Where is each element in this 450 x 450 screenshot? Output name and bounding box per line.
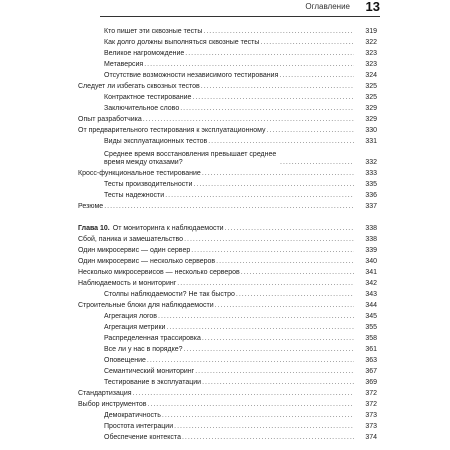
- toc-entry: [0, 190, 450, 200]
- toc-entry-title-line: [78, 267, 354, 277]
- toc-entry-title: Контрактное тестирование: [104, 94, 192, 101]
- toc-entry-title: Демократичность: [104, 412, 161, 419]
- toc-entry-title-line: [104, 289, 354, 299]
- toc-entry: [0, 333, 450, 343]
- toc-entry-title-line: [78, 223, 354, 233]
- toc-entry: [0, 26, 450, 36]
- toc-entry-page: 374: [365, 434, 377, 441]
- toc-dot-leader: [184, 236, 354, 244]
- toc-entry: [0, 322, 450, 332]
- toc-entry-title-line: [104, 190, 354, 200]
- toc-entry: [0, 48, 450, 58]
- toc-entry: [0, 410, 450, 420]
- toc-entry: [0, 289, 450, 299]
- toc-chapter-label: Глава 10.: [78, 225, 110, 232]
- toc-entry: [0, 147, 450, 167]
- running-header: [100, 0, 380, 17]
- toc-dot-leader: [143, 116, 354, 124]
- toc-entry-title: Кросс-функциональное тестирование: [78, 170, 201, 177]
- toc-entry-title: Опыт разработчика: [78, 116, 142, 123]
- toc-entry-title: Агрегация метрики: [104, 324, 166, 331]
- toc-entry: [0, 136, 450, 146]
- toc-entry-page: 361: [365, 346, 377, 353]
- toc-entry-page: 345: [365, 313, 377, 320]
- toc-entry-title-line: [104, 355, 354, 365]
- toc-entry-title: Столпы наблюдаемости? Не так быстро: [104, 291, 235, 298]
- toc-entry-title: Тесты надежности: [104, 192, 165, 199]
- toc-dot-leader: [216, 258, 354, 266]
- toc-entry-title: Один микросервис — один сервер: [78, 247, 191, 254]
- toc-entry-page: 373: [365, 423, 377, 430]
- toc-dot-leader: [201, 83, 354, 91]
- toc-entry-page: 358: [365, 335, 377, 342]
- toc-entry: [0, 59, 450, 69]
- toc-entry-title-line: [104, 410, 354, 420]
- toc-entry: [0, 432, 450, 442]
- toc-entry-title: Наблюдаемость и мониторинг: [78, 280, 177, 287]
- toc-entry-title-line: [104, 92, 354, 102]
- toc-entry-title-line: [104, 421, 354, 431]
- toc-entry-title-line: [104, 377, 354, 387]
- toc-entry-title-line: [104, 70, 354, 80]
- toc-entry-title: Метаверсия: [104, 61, 144, 68]
- toc-dot-leader: [184, 346, 354, 354]
- toc-entry: [0, 366, 450, 376]
- toc-dot-leader: [147, 401, 354, 409]
- toc-dot-leader: [174, 423, 354, 431]
- toc-dot-leader: [191, 247, 354, 255]
- toc-entry-title-line: [104, 333, 354, 343]
- toc-dot-leader: [180, 105, 354, 113]
- toc-dot-leader: [104, 203, 354, 211]
- toc-entry: [0, 256, 450, 266]
- toc-dot-leader: [203, 28, 354, 36]
- toc-entry-title-line: [104, 48, 354, 58]
- toc-dot-leader: [279, 72, 354, 80]
- toc-entry-page: 319: [365, 28, 377, 35]
- toc-entry-title: Распределенная трассировка: [104, 335, 201, 342]
- toc-entry-page: 355: [365, 324, 377, 331]
- toc-entry-title-line: [78, 168, 354, 178]
- toc-entry-title: Агрегация логов: [104, 313, 158, 320]
- toc-entry-page: 342: [365, 280, 377, 287]
- toc-dot-leader: [195, 368, 354, 376]
- toc-dot-leader: [280, 159, 354, 167]
- toc-entry-page: 339: [365, 247, 377, 254]
- toc-entry-page: 332: [365, 159, 377, 166]
- toc-entry: [0, 399, 450, 409]
- toc-entry-title-line: [104, 59, 354, 69]
- toc-entry-title: Заключительное слово: [104, 105, 180, 112]
- toc-entry: [0, 37, 450, 47]
- toc-dot-leader: [202, 379, 354, 387]
- toc-entry-page: 367: [365, 368, 377, 375]
- toc-entry: [0, 92, 450, 102]
- toc-entry-title-line: [78, 201, 354, 211]
- toc-dot-leader: [192, 94, 354, 102]
- toc-entry-page: 373: [365, 412, 377, 419]
- toc-entry-title: Виды эксплуатационных тестов: [104, 138, 208, 145]
- toc-entry-page: 335: [365, 181, 377, 188]
- toc-entry: [0, 103, 450, 113]
- toc-dot-leader: [133, 390, 354, 398]
- toc-entry-page: 329: [365, 116, 377, 123]
- toc-entry-page: 341: [365, 269, 377, 276]
- toc-dot-leader: [208, 138, 354, 146]
- toc-entry: [0, 344, 450, 354]
- toc-dot-leader: [162, 412, 354, 420]
- toc-entry-page: 322: [365, 39, 377, 46]
- toc-entry-title: Строительные блоки для наблюдаемости: [78, 302, 214, 309]
- toc-dot-leader: [236, 291, 354, 299]
- toc-entry: [0, 355, 450, 365]
- toc-entry-title-line: [78, 81, 354, 91]
- toc-entry: [0, 81, 450, 91]
- toc-entry-title: Все ли у нас в порядке?: [104, 346, 183, 353]
- page-number: 13: [365, 0, 380, 14]
- toc-entry-page: 323: [365, 50, 377, 57]
- toc-dot-leader: [182, 434, 354, 442]
- toc-entry-title-line: [78, 245, 354, 255]
- toc-entry-title: Как долго должны выполняться сквозные тесты: [104, 39, 260, 46]
- toc-entry-title: Несколько микросервисов — несколько серверов: [78, 269, 240, 276]
- toc-entry: [0, 234, 450, 244]
- toc-entry-title: Резюме: [78, 203, 104, 210]
- toc-entry-title-line: [104, 322, 354, 332]
- toc-entry-page: 363: [365, 357, 377, 364]
- toc-chapter-entry: [0, 223, 450, 233]
- toc-entry: [0, 70, 450, 80]
- toc-entry-title-line: [104, 366, 354, 376]
- toc-dot-leader: [215, 302, 354, 310]
- toc-entry-title-line: [78, 278, 354, 288]
- toc-entry-title-line: [78, 234, 354, 244]
- toc-entry-page: 333: [365, 170, 377, 177]
- toc-entry-page: 340: [365, 258, 377, 265]
- toc-entry-title: Оповещение: [104, 357, 146, 364]
- toc-entry-page: 325: [365, 94, 377, 101]
- toc-entry-title: От мониторинга к наблюдаемости: [112, 225, 224, 232]
- toc-entry: [0, 300, 450, 310]
- toc-entry-title: Выбор инструментов: [78, 401, 147, 408]
- toc-dot-leader: [260, 39, 354, 47]
- toc-entry-page: 369: [365, 379, 377, 386]
- toc-entry-page: 324: [365, 72, 377, 79]
- toc-entry-title: От предварительного тестирования к эксплуатационному: [78, 127, 266, 134]
- toc-entry-title-line: [104, 147, 354, 167]
- toc-dot-leader: [147, 357, 354, 365]
- toc-entry-page: 331: [365, 138, 377, 145]
- toc-entry-title: Обеспечение контекста: [104, 434, 181, 441]
- toc-entry-title-line: [78, 300, 354, 310]
- toc-entry: [0, 201, 450, 211]
- toc-entry-title: Один микросервис — несколько серверов: [78, 258, 216, 265]
- toc-entry-title: Среднее время восстановления превышает среднее время между отказами?: [104, 151, 277, 166]
- toc-entry-title-line: [104, 432, 354, 442]
- toc-dot-leader: [165, 192, 354, 200]
- toc-entry-title-line: [78, 125, 354, 135]
- toc-entry-title: Семантический мониторинг: [104, 368, 195, 375]
- toc-entry: [0, 377, 450, 387]
- toc-entry-title-line: [78, 114, 354, 124]
- toc-entry-page: 336: [365, 192, 377, 199]
- toc-entry-title: Великое нагромождение: [104, 50, 185, 57]
- toc-entry-page: 344: [365, 302, 377, 309]
- toc-dot-leader: [177, 280, 354, 288]
- toc-entry-page: 329: [365, 105, 377, 112]
- toc-entry: [0, 311, 450, 321]
- toc-dot-leader: [158, 313, 354, 321]
- toc-entry: [0, 388, 450, 398]
- toc-entry-title: Сбой, паника и замешательство: [78, 236, 184, 243]
- toc-entry-title-line: [104, 26, 354, 36]
- toc-entry-title-line: [104, 103, 354, 113]
- toc-entry-title: Тесты производительности: [104, 181, 193, 188]
- toc-dot-leader: [241, 269, 354, 277]
- toc-dot-leader: [144, 61, 354, 69]
- toc-entry-title: Отсутствие возможности независимого тестирования: [104, 72, 279, 79]
- toc-entry-title: Стандартизация: [78, 390, 132, 397]
- toc-entry-title-line: [78, 399, 354, 409]
- toc-entry-title-line: [78, 256, 354, 266]
- toc-entry: [0, 267, 450, 277]
- toc-entry-title-line: [104, 311, 354, 321]
- toc-entry-title: Следует ли избегать сквозных тестов: [78, 83, 200, 90]
- toc-entry-title-line: [104, 37, 354, 47]
- toc-entry-page: 343: [365, 291, 377, 298]
- toc-entry: [0, 168, 450, 178]
- toc-entry-title-line: [104, 136, 354, 146]
- toc-entry: [0, 114, 450, 124]
- toc-dot-leader: [267, 127, 354, 135]
- toc-entry-title-line: [104, 344, 354, 354]
- toc-entry-page: 323: [365, 61, 377, 68]
- toc-entry-title: Тестирование в эксплуатации: [104, 379, 202, 386]
- toc-entry-title-line: [104, 179, 354, 189]
- toc-entry-page: 330: [365, 127, 377, 134]
- toc-dot-leader: [185, 50, 354, 58]
- toc-entry-page: 372: [365, 401, 377, 408]
- toc-entry-title: Кто пишет эти сквозные тесты: [104, 28, 203, 35]
- toc-dot-leader: [225, 225, 354, 233]
- running-header-title: Оглавление: [305, 2, 350, 11]
- toc-dot-leader: [202, 335, 354, 343]
- toc-entry-title: Простота интеграции: [104, 423, 174, 430]
- toc-entry-page: 372: [365, 390, 377, 397]
- toc-entry: [0, 278, 450, 288]
- toc-entry-page: 338: [365, 236, 377, 243]
- toc-entry-page: 337: [365, 203, 377, 210]
- toc-dot-leader: [202, 170, 354, 178]
- toc-dot-leader: [166, 324, 354, 332]
- toc-entry: [0, 421, 450, 431]
- toc-dot-leader: [193, 181, 354, 189]
- toc-entry: [0, 179, 450, 189]
- toc-entry: [0, 125, 450, 135]
- toc-entry: [0, 245, 450, 255]
- toc-entry-title-line: [78, 388, 354, 398]
- toc-entry-page: 325: [365, 83, 377, 90]
- toc-entry-page: 338: [365, 225, 377, 232]
